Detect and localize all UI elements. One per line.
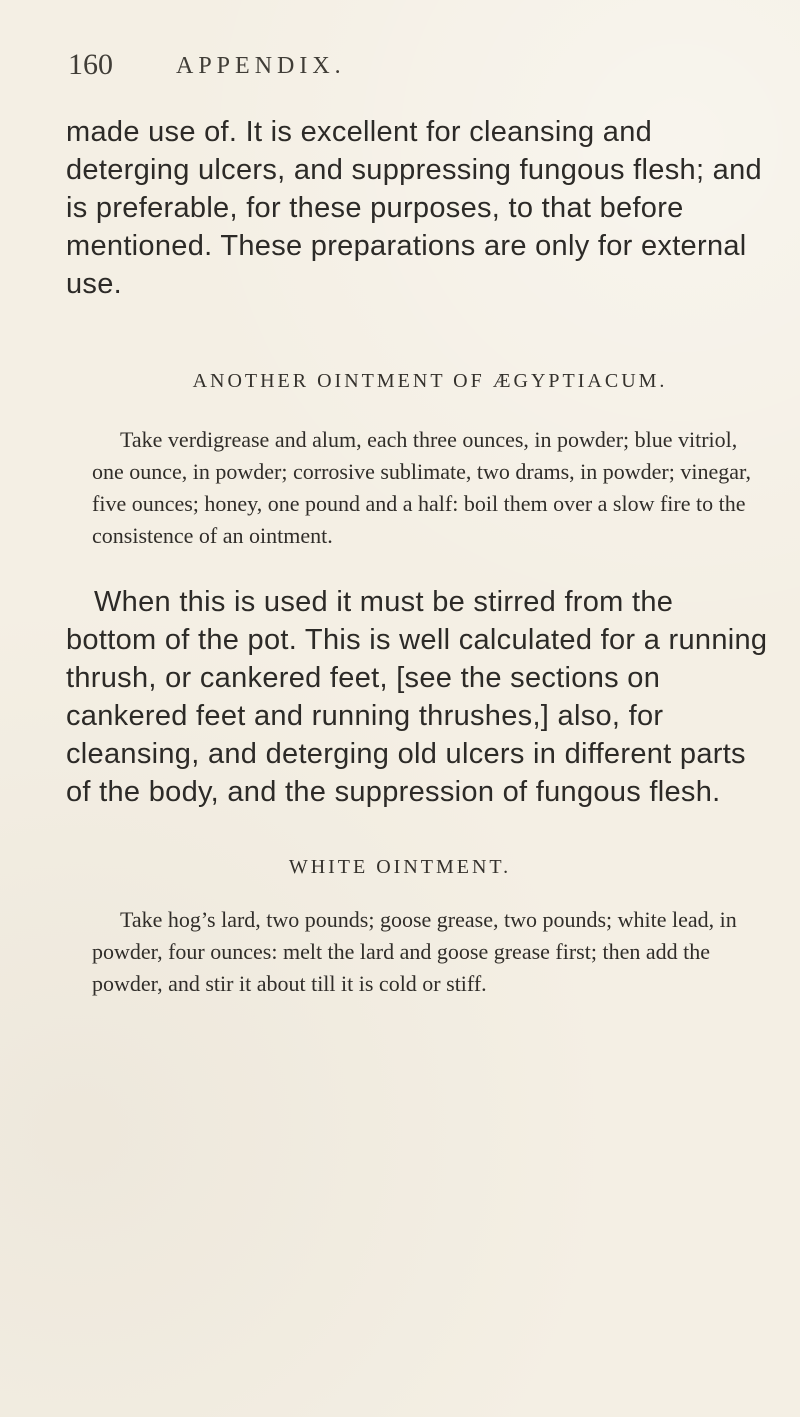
paragraph-continuation: made use of. It is excellent for cleansing and deterging ulcers, and suppressing fungous flesh; and is preferable, for these purposes, to that before mentioned. These preparations are only for external use.: [66, 116, 762, 300]
recipe-text-white-ointment: Take hog’s lard, two pounds; goose grease, two pounds; white lead, in powder, four ounces: melt the lard and goose grease first; then add the powder, and stir it about till it is cold or stiff.: [92, 907, 737, 996]
recipe-text-aegyptiacum: Take verdigrease and alum, each three ounces, in powder; blue vitriol, one ounce, in powder; corrosive sublimate, two drams, in powder; vinegar, five ounces; honey, one pound and a half: boil them over a slow fire to the consistence of an ointment.: [92, 427, 751, 548]
page-number: 160: [68, 48, 113, 81]
usage-paragraph: When this is used it must be stirred from the bottom of the pot. This is well calculated for a running thrush, or cankered feet, [see the sections on cankered feet and running thrushes,] also, for cleansing, and deterging old ulcers in different parts of the body, and the suppression of fungous flesh.: [66, 586, 768, 808]
recipe-heading-white-ointment: WHITE OINTMENT.: [288, 856, 512, 878]
running-head: APPENDIX.: [176, 53, 346, 79]
page-header: [68, 48, 760, 88]
recipe-heading-aegyptiacum: ANOTHER OINTMENT OF ÆGYPTIACUM.: [192, 370, 668, 392]
